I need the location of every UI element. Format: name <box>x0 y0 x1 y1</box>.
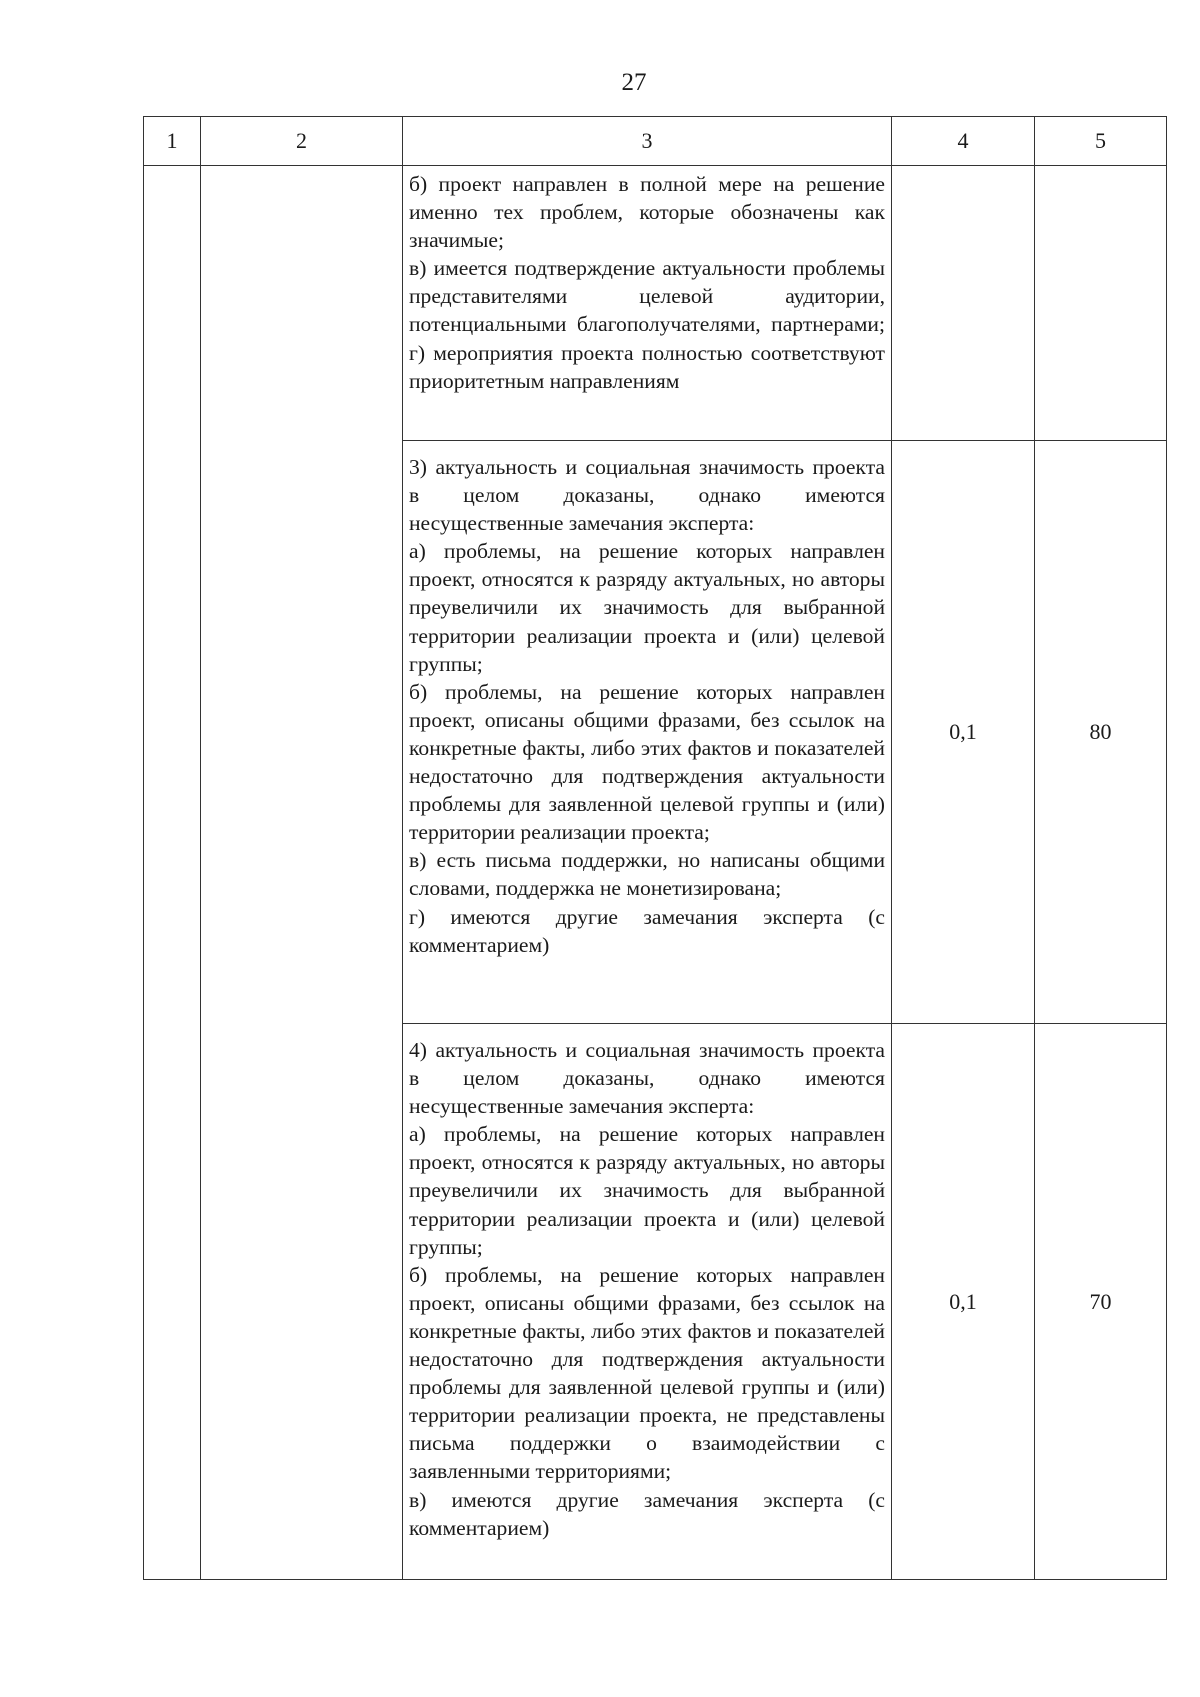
weight-cell <box>892 166 1035 441</box>
score-cell: 80 <box>1035 441 1167 1024</box>
empty-cell-col2 <box>201 166 403 1580</box>
header-cell-3: 3 <box>403 117 892 166</box>
table-header-row <box>144 117 1167 166</box>
header-cell-4: 4 <box>892 117 1035 166</box>
criteria-text: г) имеются другие замечания эксперта (с комментарием) <box>409 904 885 957</box>
criteria-text: а) проблемы, на решение которых направлен проект, относятся к разряду актуальных, но авторы преувеличили их значимость для выбранной территории реализации проекта и (или) целевой группы; <box>409 1122 885 1259</box>
criteria-text: в) есть письма поддержки, но написаны общими словами, поддержка не монетизирована; <box>409 848 885 901</box>
criteria-text: а) проблемы, на решение которых направлен проект, относятся к разряду актуальных, но авторы преувеличили их значимость для выбранной территории реализации проекта и (или) целевой группы; <box>409 539 885 676</box>
header-cell-1: 1 <box>144 117 201 166</box>
weight-cell: 0,1 <box>892 441 1035 1024</box>
criteria-text: г) мероприятия проекта полностью соответствуют приоритетным направлениям <box>409 340 885 393</box>
score-cell <box>1035 166 1167 441</box>
header-cell-5: 5 <box>1035 117 1167 166</box>
empty-cell-col1 <box>144 166 201 1580</box>
criteria-text: в) имеются другие замечания эксперта (с комментарием) <box>409 1487 885 1540</box>
criteria-cell <box>403 441 892 1024</box>
criteria-cell <box>403 166 892 441</box>
weight-cell: 0,1 <box>892 1024 1035 1580</box>
page-number: 27 <box>621 69 647 96</box>
criteria-cell <box>403 1024 892 1580</box>
criteria-text: 4) актуальность и социальная значимость проекта в целом доказаны, однако имеются несущественные замечания эксперта: <box>409 1038 885 1119</box>
criteria-text: 3) актуальность и социальная значимость проекта в целом доказаны, однако имеются несущественные замечания эксперта: <box>409 455 885 536</box>
criteria-text: б) проблемы, на решение которых направлен проект, описаны общими фразами, без ссылок на конкретные факты, либо этих фактов и показателей недостаточно для подтверждения актуальности проблемы для заявленной целевой группы и (или) территории реализации проекта, не представлены письма поддержки о взаимодействии с заявленными территориями; <box>409 1262 885 1484</box>
criteria-text: в) имеется подтверждение актуальности проблемы представителями целевой аудитории, потенциальными благополучателями, партнерами; <box>409 256 885 337</box>
header-cell-2: 2 <box>201 117 403 166</box>
table-row <box>144 166 1167 441</box>
criteria-text: б) проект направлен в полной мере на решение именно тех проблем, которые обозначены как значимые; <box>409 172 885 253</box>
score-cell: 70 <box>1035 1024 1167 1580</box>
criteria-table <box>143 116 1167 1580</box>
criteria-text: б) проблемы, на решение которых направлен проект, описаны общими фразами, без ссылок на конкретные факты, либо этих фактов и показателей недостаточно для подтверждения актуальности проблемы для заявленной целевой группы и (или) территории реализации проекта; <box>409 679 885 845</box>
